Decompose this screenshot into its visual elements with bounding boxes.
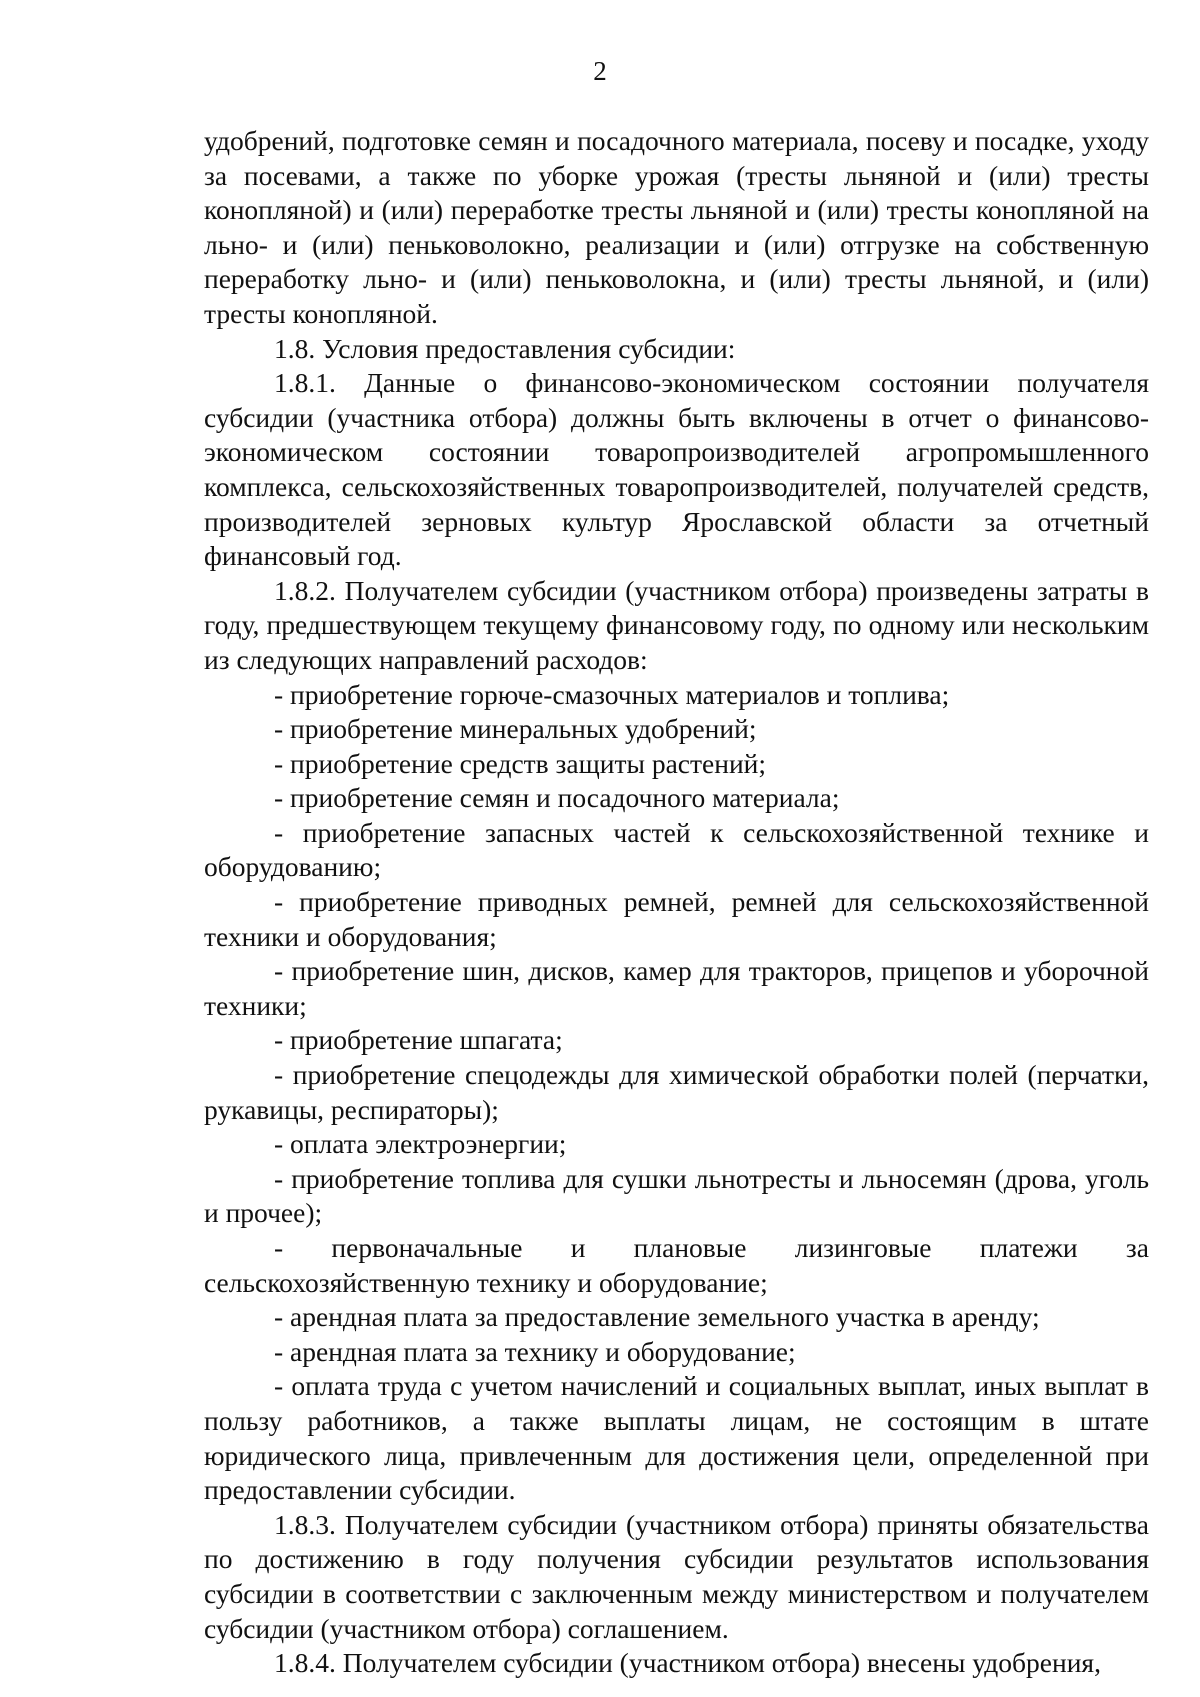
paragraph: - приобретение семян и посадочного материала; xyxy=(274,782,840,814)
paragraph: 1.8.3. Получателем субсидии (участником отбора) приняты обязательства по достижению в году получения субсидии результатов использования субсидии в соответствии с заключенным между министерством и получателем субсидии (участником отбора) соглашением. xyxy=(204,1508,1149,1644)
paragraph: - арендная плата за технику и оборудование; xyxy=(274,1335,796,1367)
paragraph: - оплата электроэнергии; xyxy=(274,1128,567,1160)
paragraph: - приобретение приводных ремней, ремней для сельскохозяйственной техники и оборудования; xyxy=(204,886,1149,952)
paragraph: - приобретение спецодежды для химической обработки полей (перчатки, рукавицы, респираторы); xyxy=(204,1059,1149,1125)
paragraph: - оплата труда с учетом начислений и социальных выплат, иных выплат в пользу работников, а также выплаты лицам, не состоящим в штате юридического лица, привлеченным для достижения цели, определенной при предоставлении субсидии. xyxy=(204,1370,1149,1506)
paragraph: - первоначальные и плановые лизинговые платежи за сельскохозяйственную технику и оборудование; xyxy=(204,1232,1149,1298)
paragraph: 1.8.2. Получателем субсидии (участником отбора) произведены затраты в году, предшествующем текущему финансовому году, по одному или нескольким из следующих направлений расходов: xyxy=(204,574,1149,675)
paragraph: - приобретение шпагата; xyxy=(274,1024,563,1056)
paragraph: - приобретение минеральных удобрений; xyxy=(274,713,757,745)
paragraph: удобрений, подготовке семян и посадочного материала, посеву и посадке, уходу за посевами, а также по уборке урожая (тресты льняной и (или) тресты конопляной) и (или) переработке тресты льняной и (или) тресты конопляной на льно- и (или) пеньковолокно, реализации и (или) отгрузке на собственную переработку льно- и (или) пеньковолокна, и (или) тресты льняной, и (или) тресты конопляной. xyxy=(204,125,1149,329)
paragraph: 1.8. Условия предоставления субсидии: xyxy=(274,332,736,364)
paragraph: - приобретение топлива для сушки льнотресты и льносемян (дрова, уголь и прочее); xyxy=(204,1162,1149,1229)
paragraph: 1.8.4. Получателем субсидии (участником отбора) внесены удобрения, xyxy=(274,1647,1101,1679)
paragraph: - приобретение шин, дисков, камер для тракторов, прицепов и уборочной техники; xyxy=(204,955,1149,1021)
document-body xyxy=(204,124,1149,1681)
paragraph: 1.8.1. Данные о финансово-экономическом состоянии получателя субсидии (участника отбора) должны быть включены в отчет о финансово-экономическом состоянии товаропроизводителей агропромышленного комплекса, сельскохозяйственных товаропроизводителей, получателей средств, производителей зерновых культур Ярославской области за отчетный финансовый год. xyxy=(204,367,1149,572)
paragraph: - арендная плата за предоставление земельного участка в аренду; xyxy=(274,1301,1040,1333)
paragraph: - приобретение горюче-смазочных материалов и топлива; xyxy=(274,678,950,710)
paragraph: - приобретение средств защиты растений; xyxy=(274,747,767,779)
page-number: 2 xyxy=(593,56,607,86)
paragraph: - приобретение запасных частей к сельскохозяйственной технике и оборудованию; xyxy=(204,816,1149,883)
